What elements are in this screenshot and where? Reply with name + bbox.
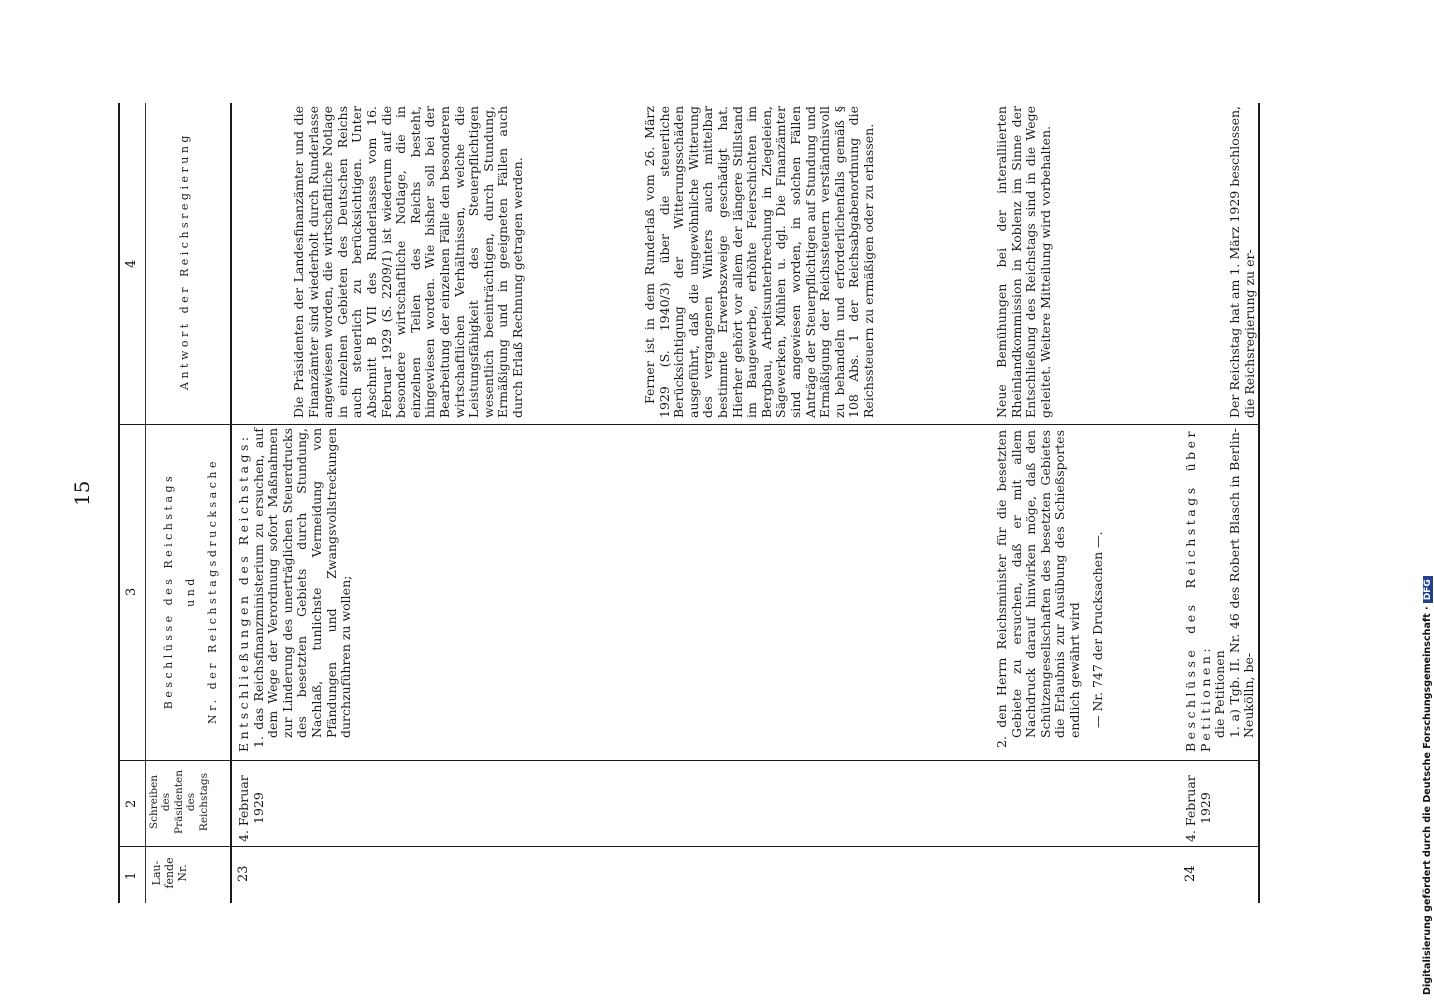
row-24-resolution: Beschlüsse des Reichstags über Petitionen: die Petitionen 1. a) Tgb. II. Nr. 46 des Robert Blasch in Berlin-Neukölln, be- xyxy=(1183,428,1257,752)
col-header-1: Lau- fende Nr. xyxy=(150,857,189,889)
row-23-answer-1: Die Präsidenten der Landesfinanzämter und die Finanzämter sind wiederholt durch Runderlasse angewiesen worden, die wirtschaftliche Notlage in einzelnen Gebieten des Deutschen Reichs auch steuerlich zu berücksichtigen. Unter Abschnitt B VII des Runderlasses vom 16. Februar 1929 (S. 2209/1) ist wiederum auf die besondere wirtschaftliche Notlage, die in einzelnen Teilen des Reichs besteht, hingewiesen worden. Wie bisher soll bei der Bearbeitung der einzelnen Fälle den besonderen wirtschaftlichen Verhältnissen, welche die Leistungsfähigkeit des Steuerpflichtigen wesentlich beeinträchtigen, durch Stundung, Ermäßigung und in geeigneten Fällen auch durch Erlaß Rechnung getragen werden. xyxy=(291,106,525,418)
col-sep-2-3 xyxy=(118,760,1258,761)
col-index-2: 2 xyxy=(124,799,139,808)
credit-text: Digitalisierung gefördert durch die Deutsche Forschungsgemeinschaft · xyxy=(1422,606,1433,995)
col-header-2: Schreiben des Präsidenten des Reichstags xyxy=(148,770,210,834)
col-sep-1-2 xyxy=(118,846,1258,847)
row-23-answer-2: Ferner ist in dem Runderlaß vom 26. März 1929 (S. 1940/3) über die steuerliche Berücksichtigung der Witterungsschäden ausgeführt, daß die ungewöhnliche Witterung des vergangenen Winters auch mittelbar bestimmte Erwerbszweige geschädigt hat. Hierher gehört vor allem der längere Stillstand im Baugewerbe, erhöhte Feierschichten im Bergbau, Arbeitsunterbrechung in Ziegeleien, Sägewerken, Mühlen u. dgl. Die Finanzämter sind angewiesen worden, in solchen Fällen Anträge der Steuerpflichtigen auf Stundung und Ermäßigung der Reichssteuern verständnisvoll zu behandeln und erforderlichenfalls gemäß § 108 Abs. 1 der Reichsabgabenordnung die Reichssteuern zu ermäßigen oder zu erlassen. xyxy=(642,106,876,418)
table-rule-index xyxy=(145,103,146,903)
row-23-number: 23 xyxy=(236,865,251,882)
row-24-answer: Der Reichstag hat am 1. März 1929 beschlossen, die Reichsregierung zu er- xyxy=(1227,106,1257,418)
table-rule-header xyxy=(230,103,232,903)
row-24-number: 24 xyxy=(1183,865,1198,882)
col-index-4: 4 xyxy=(124,259,139,268)
row-23-resolution-2: 2. den Herrn Reichsminister für die besetzten Gebiete zu ersuchen, daß er mit allem Nachdruck darauf hinwirken möge, daß den Schützengesellschaften des besetzten Gebietes die Erlaubnis zur Ausübung des Schießsportes endlich gewährt wird — Nr. 747 der Drucksachen —. xyxy=(994,430,1105,748)
table-rule-bottom xyxy=(1258,103,1260,903)
col-index-1: 1 xyxy=(124,871,139,880)
digitization-credit xyxy=(1422,576,1433,995)
col-header-3: Beschlüsse des Reichstags und Nr. der Reichstagsdrucksache xyxy=(162,458,219,725)
row-23-answer-3: Neue Bemühungen bei der interalliierten Rheinlandkommission in Koblenz im Sinne der Entschließung des Reichstags sind in die Wege geleitet. Weitere Mitteilung wird vorbehalten. xyxy=(994,106,1053,418)
col-header-4: Antwort der Reichsregierung xyxy=(178,132,191,390)
page-number: 15 xyxy=(70,480,94,506)
dfg-logo-badge: DFG xyxy=(1423,576,1433,603)
row-23-date: 4. Februar 1929 xyxy=(236,775,266,842)
col-index-3: 3 xyxy=(124,587,139,596)
row-24-date: 4. Februar 1929 xyxy=(1183,775,1213,842)
row-23-resolution-1: Entschließungen des Reichstags: 1. das Reichsfinanzministerium zu ersuchen, auf dem Wege der Verordnung sofort Maßnahmen zur Linderung des unerträglichen Steuerdrucks des besetzten Gebiets durch Stundung, Nachlaß, tunlichste Vermeidung von Pfändungen und Zwangsvollstreckungen durchzuführen zu wollen; xyxy=(236,428,354,752)
table-rule-top xyxy=(118,103,120,903)
col-sep-3-4 xyxy=(118,424,1258,425)
